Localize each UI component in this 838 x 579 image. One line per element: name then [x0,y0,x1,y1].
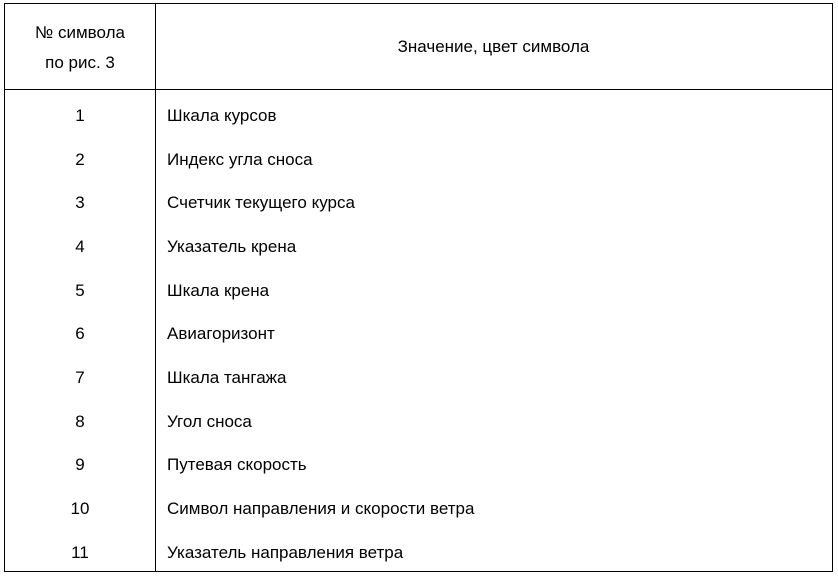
row-description: Индекс угла сноса [167,149,313,169]
table-row [5,444,832,488]
row-number: 5 [75,280,85,300]
row-description: Символ направления и скорости ветра [167,499,475,519]
row-number: 3 [75,193,85,213]
row-description: Шкала крена [167,280,270,300]
row-description: Указатель направления ветра [167,542,404,562]
header-symbol-number-line1: № символа [35,23,125,42]
row-description: Шкала курсов [167,105,277,125]
row-number: 6 [75,324,85,344]
header-meaning: Значение, цвет символа [397,37,590,56]
table-row [5,181,832,225]
table-row [5,356,832,400]
row-number: 9 [75,455,85,475]
symbol-table [4,3,833,572]
header-symbol-number-line2: по рис. 3 [45,53,115,72]
row-description: Авиагоризонт [167,324,275,344]
table-row [5,400,832,444]
row-number: 1 [75,105,85,125]
header-symbol-number [5,18,155,78]
row-number: 10 [70,499,90,519]
row-description: Путевая скорость [167,455,307,475]
row-description: Счетчик текущего курса [167,193,355,213]
table-row [5,312,832,356]
row-description: Шкала тангажа [167,367,287,387]
table-row [5,531,832,575]
row-description: Угол сноса [167,411,252,431]
row-number: 7 [75,367,85,387]
table-header [5,4,832,90]
row-number: 2 [75,149,85,169]
table-row [5,138,832,182]
table-row [5,487,832,531]
table-body [5,94,832,575]
row-number: 8 [75,411,85,431]
row-description: Указатель крена [167,236,297,256]
table-row [5,94,832,138]
row-number: 11 [71,542,89,562]
table-row [5,225,832,269]
table-row [5,269,832,313]
row-number: 4 [75,236,85,256]
